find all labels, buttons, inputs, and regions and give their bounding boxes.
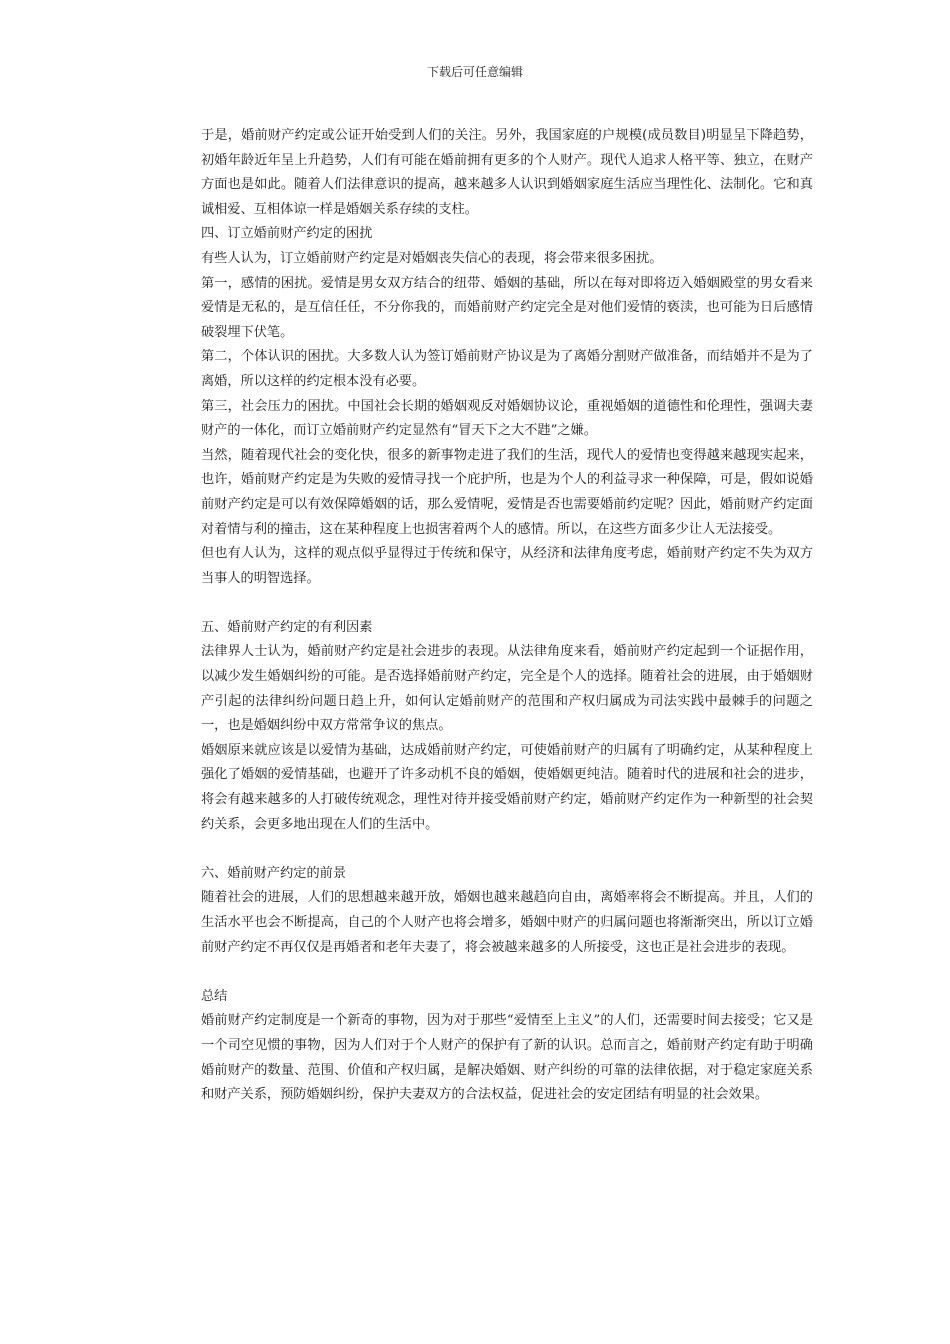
paragraph: 随着社会的进展，人们的思想越来越开放，婚姻也越来越趋向自由，离婚率将会不断提高。并且，人们的生活水平也会不断提高，自己的个人财产也将会增多，婚姻中财产的归属问题也将渐渐突出，所以订立婚前财产约定不再仅仅是再婚者和老年夫妻了，将会被越来越多的人所接受，这也正是社会进步的表现。 bbox=[201, 890, 813, 955]
paragraph-spacer bbox=[201, 960, 813, 985]
paragraph: 第二，个体认识的困扰。大多数人认为签订婚前财产协议是为了离婚分割财产做准备，而结婚并不是为了离婚，所以这样的约定根本没有必要。 bbox=[201, 349, 813, 389]
paragraph-spacer bbox=[201, 837, 813, 862]
paragraph: 于是，婚前财产约定或公证开始受到人们的关注。另外，我国家庭的户规模(成员数目)明显呈下降趋势，初婚年龄近年呈上升趋势，人们有可能在婚前拥有更多的个人财产。现代人追求人格平等、独立，在财产方面也是如此。随着人们法律意识的提高，越来越多人认识到婚姻家庭生活应当理性化、法制化。它和真诚相爱、互相体谅一样是婚姻关系存续的支柱。 bbox=[201, 128, 813, 217]
paragraph: 六、婚前财产约定的前景 bbox=[201, 865, 347, 881]
paragraph: 总结 bbox=[201, 988, 228, 1004]
paragraph: 第一，感情的困扰。爱情是男女双方结合的纽带、婚姻的基础，所以在每对即将迈入婚姻殿堂的男女看来爱情是无私的，是互信任任，不分你我的，而婚前财产约定完全是对他们爱情的亵渎，也可能为日后感情破裂埋下伏笔。 bbox=[201, 275, 813, 340]
paragraph: 第三，社会压力的困扰。中国社会长期的婚姻观反对婚姻协议论，重视婚姻的道德性和伦理性，强调夫妻财产的一体化，而订立婚前财产约定显然有“冒天下之大不韪”之嫌。 bbox=[201, 398, 813, 439]
paragraph: 五、婚前财产约定的有利因素 bbox=[201, 619, 373, 635]
paragraph: 婚前财产约定制度是一个新奇的事物，因为对于那些“爱情至上主义”的人们，还需要时间去接受；它又是一个司空见惯的事物，因为人们对于个人财产的保护有了新的认识。总而言之，婚前财产约定有助于明确婚前财产的数量、范围、价值和产权归属，是解决婚姻、财产纠纷的可靠的法律依据，对于稳定家庭关系和财产关系，预防婚姻纠纷，保护夫妻双方的合法权益，促进社会的安定团结有明显的社会效果。 bbox=[201, 1013, 813, 1103]
paragraph: 婚姻原来就应该是以爱情为基础，达成婚前财产约定，可使婚前财产的归属有了明确约定，从某种程度上强化了婚姻的爱情基础，也避开了许多动机不良的婚姻，使婚姻更纯洁。随着时代的进展和社会的进步，将会有越来越多的人打破传统观念，理性对待并接受婚前财产约定，婚前财产约定作为一种新型的社会契约关系，会更多地出现在人们的生活中。 bbox=[201, 742, 813, 832]
paragraph: 法律界人士认为，婚前财产约定是社会进步的表现。从法律角度来看，婚前财产约定起到一个证据作用，以减少发生婚姻纠纷的可能。是否选择婚前财产约定，完全是个人的选择。随着社会的进展，由于婚姻财产引起的法律纠纷问题日趋上升，如何认定婚前财产的范围和产权归属成为司法实践中最棘手的问题之一，也是婚姻纠纷中双方常常争议的焦点。 bbox=[201, 644, 813, 734]
paragraph: 有些人认为，订立婚前财产约定是对婚姻丧失信心的表现，将会带来很多困扰。 bbox=[201, 250, 663, 266]
paragraph: 四、订立婚前财产约定的困扰 bbox=[201, 226, 373, 242]
page-header: 下载后可任意编辑 bbox=[426, 65, 523, 79]
paragraph-spacer bbox=[201, 591, 813, 616]
document-body bbox=[201, 124, 813, 1108]
paragraph: 当然，随着现代社会的变化快，很多的新事物走进了我们的生活，现代人的爱情也变得越来越现实起来，也许，婚前财产约定是为失败的爱情寻找一个庇护所，也是为个人的利益寻求一种保障，可是，假如说婚前财产约定是可以有效保障婚姻的话，那么爱情呢，爱情是否也需要婚前约定呢？因此，婚前财产约定面对着情与利的撞击，这在某种程度上也损害着两个人的感情。所以，在这些方面多少让人无法接受。 bbox=[201, 447, 813, 537]
paragraph: 但也有人认为，这样的观点似乎显得过于传统和保守，从经济和法律角度考虑，婚前财产约定不失为双方当事人的明智选择。 bbox=[201, 546, 813, 586]
